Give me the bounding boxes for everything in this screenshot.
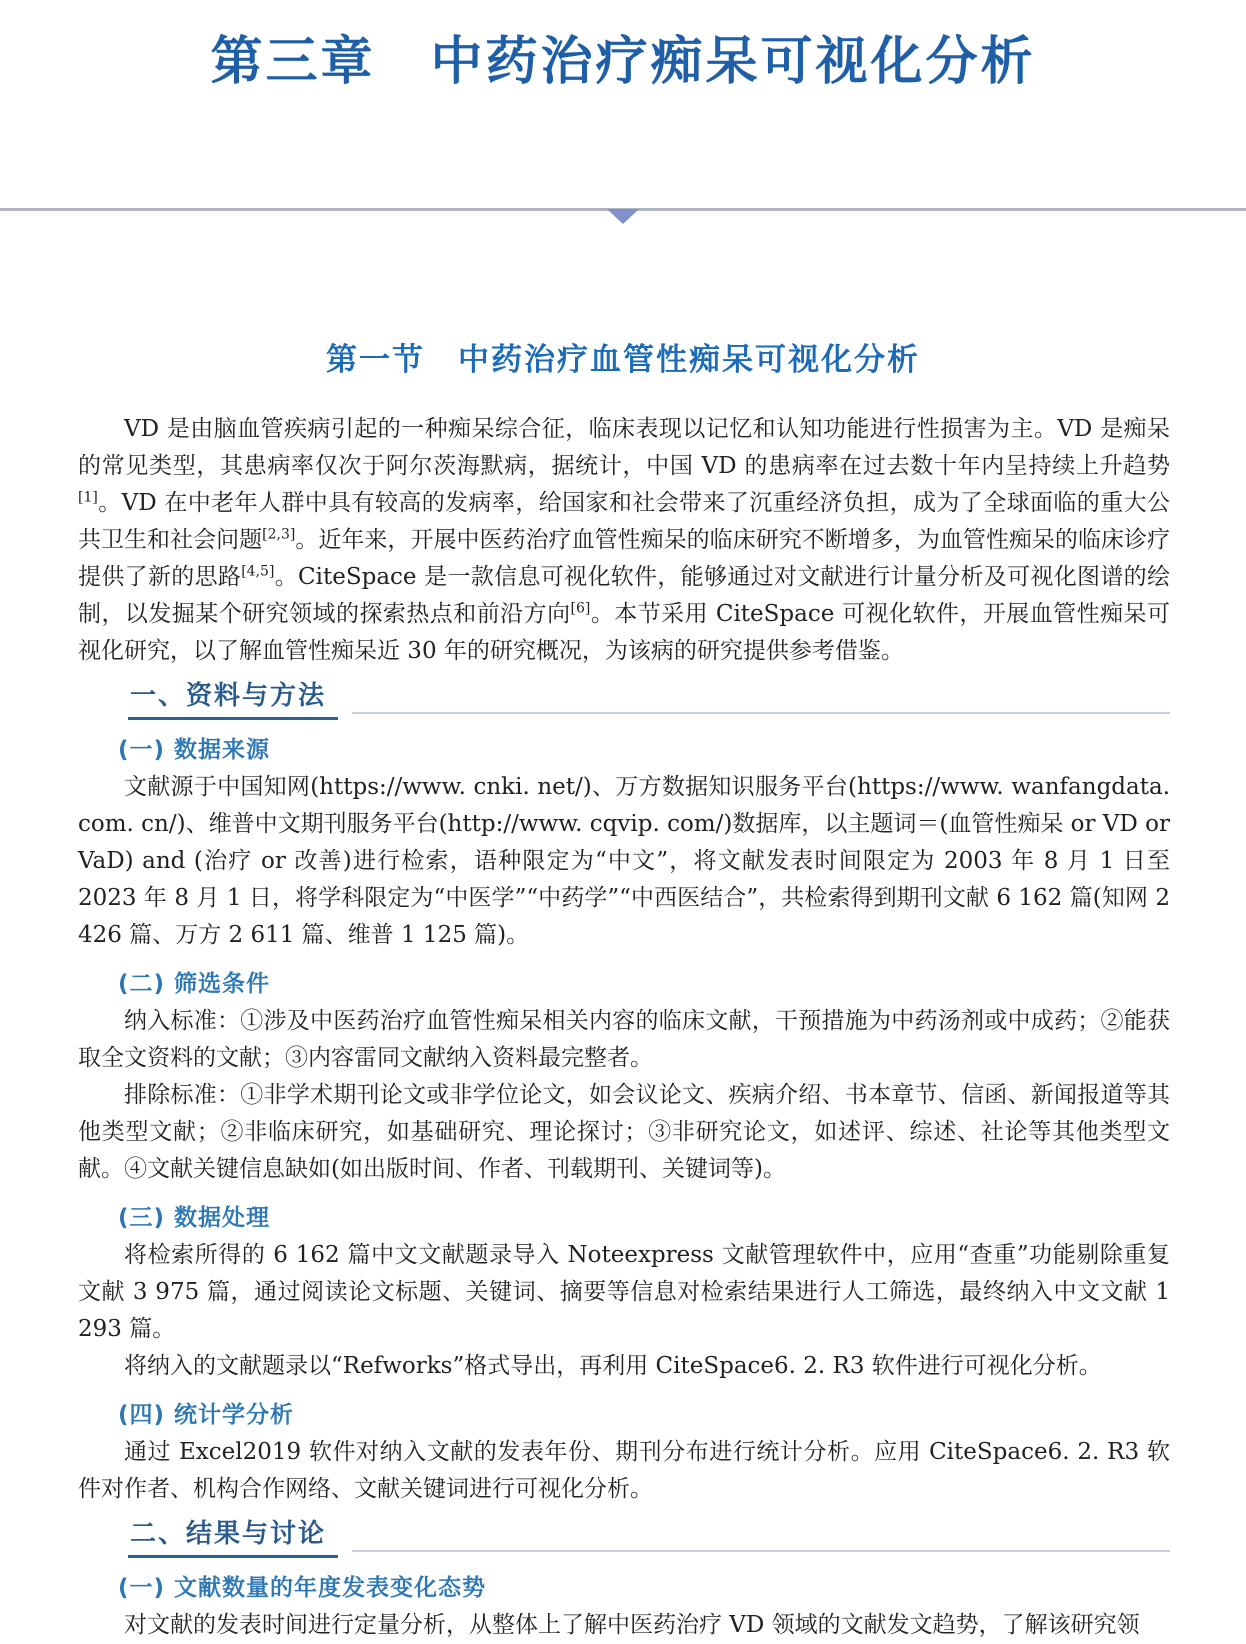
citation-superscript: [1] xyxy=(78,489,98,506)
intro-paragraph: VD 是由脑血管疾病引起的一种痴呆综合征，临床表现以记忆和认知功能进行性损害为主。VD 是痴呆的常见类型，其患病率仅次于阿尔茨海默病，据统计，中国 VD 的患病率在过去数十年内呈持续上升趋势[1]。VD 在中老年人群中具有较高的发病率，给国家和社会带来了沉重经济负担，成为了全球面临的重大公共卫生和社会问题[2,3]。近年来，开展中医药治疗血管性痴呆的临床研究不断增多，为血管性痴呆的临床诊疗提供了新的思路[4,5]。CiteSpace 是一款信息可视化软件，能够通过对文献进行计量分析及可视化图谱的绘制，以发掘某个研究领域的探索热点和前沿方向[6]。本节采用 CiteSpace 可视化软件，开展血管性痴呆可视化研究，以了解血管性痴呆近 30 年的研究概况，为该病的研究提供参考借鉴。 xyxy=(78,416,1171,664)
section-heading-label: 二、结果与讨论 xyxy=(128,1520,338,1558)
body-paragraph: 文献源于中国知网(https://www. cnki. net/)、万方数据知识服务平台(https://www. wanfangdata. com. cn/)、维普中文期刊服务平台(http://www. cqvip. com/)数据库，以主题词＝(血管性痴呆 or VD or VaD) and (治疗 or 改善)进行检索，语种限定为“中文”，将文献发表时间限定为 2003 年 8 月 1 日至 2023 年 8 月 1 日，将学科限定为“中医学”“中药学”“中西医结合”，共检索得到期刊文献 6 162 篇(知网 2 426 篇、万方 2 611 篇、维普 1 125 篇)。 xyxy=(78,774,1170,948)
section-title: 第一节 中药治疗血管性痴呆可视化分析 xyxy=(326,342,920,378)
body-paragraph: 排除标准：①非学术期刊论文或非学位论文，如会议论文、疾病介绍、书本章节、信函、新闻报道等其他类型文献；②非临床研究，如基础研究、理论探讨；③非研究论文，如述评、综述、社论等其他类型文献。④文献关键信息缺如(如出版时间、作者、刊载期刊、关键词等)。 xyxy=(78,1082,1170,1182)
divider-arrow-icon xyxy=(607,209,639,224)
subsection-label-screening-criteria: (二) 筛选条件 xyxy=(118,971,271,997)
subsection-label-statistical-analysis: (四) 统计学分析 xyxy=(118,1402,295,1428)
heading-rule xyxy=(352,712,1170,714)
chapter-title: 第三章 中药治疗痴呆可视化分析 xyxy=(210,31,1036,92)
body-paragraph: 纳入标准：①涉及中医药治疗血管性痴呆相关内容的临床文献，干预措施为中药汤剂或中成药；②能获取全文资料的文献；③内容雷同文献纳入资料最完整者。 xyxy=(78,1008,1170,1071)
citation-superscript: [2,3] xyxy=(262,526,296,543)
citation-superscript: [6] xyxy=(570,600,591,617)
page-content xyxy=(78,411,1170,1644)
body-paragraph: 将纳入的文献题录以“Refworks”格式导出，再利用 CiteSpace6. 2. R3 软件进行可视化分析。 xyxy=(124,1353,1102,1379)
body-paragraph: 对文献的发表时间进行定量分析，从整体上了解中医药治疗 VD 领域的文献发文趋势，了解该研究领 xyxy=(124,1612,1140,1638)
subsection-label-data-source: (一) 数据来源 xyxy=(118,737,271,763)
body-paragraph: 将检索所得的 6 162 篇中文文献题录导入 Noteexpress 文献管理软件中，应用“查重”功能剔除重复文献 3 975 篇，通过阅读论文标题、关键词、摘要等信息对检索结果进行人工筛选，最终纳入中文文献 1 293 篇。 xyxy=(78,1242,1170,1342)
subsection-label-data-processing: (三) 数据处理 xyxy=(118,1205,271,1231)
body-paragraph: 通过 Excel2019 软件对纳入文献的发表年份、期刊分布进行统计分析。应用 CiteSpace6. 2. R3 软件对作者、机构合作网络、文献关键词进行可视化分析。 xyxy=(78,1439,1170,1502)
citation-superscript: [4,5] xyxy=(241,563,275,580)
section-heading-results-discussion xyxy=(128,1520,1170,1558)
chapter-divider xyxy=(0,208,1246,211)
section-heading-materials-methods xyxy=(128,682,1170,720)
heading-rule xyxy=(352,1550,1170,1552)
section-heading-label: 一、资料与方法 xyxy=(128,682,338,720)
subsection-label-annual-publication-trend: (一) 文献数量的年度发表变化态势 xyxy=(118,1575,487,1601)
